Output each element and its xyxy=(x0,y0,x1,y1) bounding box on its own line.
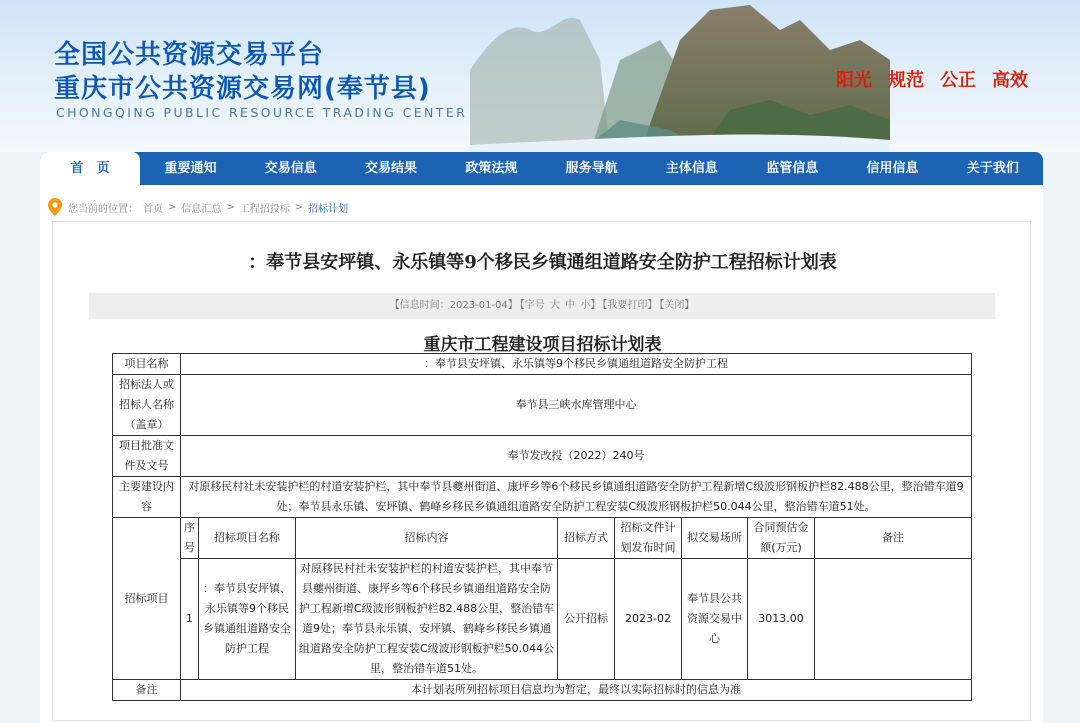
column-header-method: 招标方式 xyxy=(558,518,615,559)
breadcrumb-current[interactable]: 招标计划 xyxy=(308,203,349,215)
breadcrumb-separator: > xyxy=(294,201,304,213)
row-venue: 奉节县公共资源交易中心 xyxy=(682,559,748,680)
row-method: 公开招标 xyxy=(558,559,615,680)
row-publish-time: 2023-02 xyxy=(615,559,682,680)
table-row xyxy=(113,477,972,518)
project-name-label: 项目名称 xyxy=(113,354,181,375)
slogan-standard: 规范 xyxy=(888,70,924,91)
column-header-content: 招标内容 xyxy=(296,518,558,559)
article-title: ：奉节县安坪镇、永乐镇等9个移民乡镇通组道路安全防护工程招标计划表 xyxy=(248,252,837,273)
tenderer-value: 奉节县三峡水库管理中心 xyxy=(181,375,972,436)
breadcrumb-summary[interactable]: 信息汇总 xyxy=(181,203,222,215)
table-row xyxy=(113,680,972,701)
content-label: 主要建设内容 xyxy=(113,477,181,518)
project-name-value: ：奉节县安坪镇、永乐镇等9个移民乡镇通组道路安全防护工程 xyxy=(181,354,972,375)
table-row xyxy=(113,559,972,680)
row-remark xyxy=(815,559,972,680)
site-english-title: CHONGQING PUBLIC RESOURCE TRADING CENTER xyxy=(56,105,468,120)
font-size-label: 【字号 xyxy=(519,300,545,311)
column-header-remark: 备注 xyxy=(815,518,972,559)
nav-policies[interactable]: 政策法规 xyxy=(465,161,518,176)
slogan-sunshine: 阳光 xyxy=(836,70,872,91)
location-pin-icon xyxy=(48,198,62,216)
content-panel xyxy=(40,185,1043,723)
breadcrumb-prefix: 您当前的位置： xyxy=(68,203,138,215)
table-header-row xyxy=(113,518,972,559)
nav-trade-results[interactable]: 交易结果 xyxy=(365,161,418,176)
breadcrumb-separator: > xyxy=(226,201,235,213)
mountain-landscape-image xyxy=(470,0,890,152)
slogan-fair: 公正 xyxy=(940,70,976,91)
column-header-no: 序号 xyxy=(181,518,199,559)
table-row xyxy=(113,354,972,375)
table-title: 重庆市工程建设项目招标计划表 xyxy=(423,335,662,355)
info-time: 【信息时间：2023-01-04】 xyxy=(389,300,518,311)
row-no: 1 xyxy=(181,559,199,680)
font-size-medium-link[interactable]: 中 xyxy=(565,300,576,311)
breadcrumb-home[interactable]: 首页 xyxy=(143,203,163,215)
row-amount: 3013.00 xyxy=(748,559,815,680)
row-name: ：奉节县安坪镇、永乐镇等9个移民乡镇通组道路安全防护工程 xyxy=(199,559,296,680)
note-value: 本计划表所列招标项目信息均为暂定，最终以实际招标时的信息为准 xyxy=(181,680,972,701)
breadcrumb-bidding[interactable]: 工程招投标 xyxy=(239,203,290,215)
breadcrumb-separator: > xyxy=(168,201,177,213)
font-size-large-link[interactable]: 大 xyxy=(549,300,560,311)
nav-notices[interactable]: 重要通知 xyxy=(164,161,217,176)
nav-supervision[interactable]: 监管信息 xyxy=(766,161,819,176)
table-row xyxy=(113,375,972,436)
close-link[interactable]: 【关闭】 xyxy=(659,300,695,311)
column-header-venue: 拟交易场所 xyxy=(682,518,748,559)
bidding-plan-table xyxy=(112,353,972,701)
slogan-efficient: 高效 xyxy=(992,70,1028,91)
font-size-small-link[interactable]: 小】 xyxy=(580,300,601,311)
column-header-amount: 合同预估金额(万元) xyxy=(748,518,815,559)
nav-trade-info[interactable]: 交易信息 xyxy=(264,161,317,176)
article-card xyxy=(52,221,1031,721)
site-banner xyxy=(0,0,1080,152)
breadcrumb xyxy=(48,197,353,217)
nav-about-us[interactable]: 关于我们 xyxy=(966,161,1019,176)
nav-home[interactable]: 首 页 xyxy=(40,152,140,185)
print-link[interactable]: 【我要打印】 xyxy=(602,300,658,311)
main-nav xyxy=(40,152,1043,185)
nav-credit-info[interactable]: 信用信息 xyxy=(866,161,919,176)
approval-label: 项目批准文件及文号 xyxy=(113,436,181,477)
approval-value: 奉节发改投（2022）240号 xyxy=(181,436,972,477)
column-header-publish-time: 招标文件计划发布时间 xyxy=(615,518,682,559)
site-title: 全国公共资源交易平台 xyxy=(54,40,325,70)
note-label: 备注 xyxy=(113,680,181,701)
tenderer-label: 招标法人或招标人名称（盖章） xyxy=(113,375,181,436)
nav-entity-info[interactable]: 主体信息 xyxy=(665,161,718,176)
nav-service-guide[interactable]: 服务导航 xyxy=(565,161,618,176)
site-subtitle: 重庆市公共资源交易网(奉节县) xyxy=(54,74,431,104)
items-label: 招标项目 xyxy=(113,518,181,680)
table-row xyxy=(113,436,972,477)
article-info-bar xyxy=(89,293,995,319)
row-content: 对原移民村社未安装护栏的村道安装护栏，其中奉节县夔州街道、康坪乡等6个移民乡镇通组道路安全防护工程新增C级波形钢板护栏82.488公里，整治错车道9处；奉节县永乐镇、安坪镇、鹤峰乡移民乡镇通组道路安全防护工程安装C级波形钢板护栏50.044公里，整治错车道51处。 xyxy=(296,559,558,680)
slogan-group xyxy=(836,66,1028,92)
column-header-name: 招标项目名称 xyxy=(199,518,296,559)
content-value: 对原移民村社未安装护栏的村道安装护栏，其中奉节县夔州街道、康坪乡等6个移民乡镇通组道路安全防护工程新增C级波形钢板护栏82.488公里，整治错车道9处；奉节县永乐镇、安坪镇、鹤峰乡移民乡镇通组道路安全防护工程安装C级波形钢板护栏50.044公里，整治错车道51处。 xyxy=(181,477,972,518)
